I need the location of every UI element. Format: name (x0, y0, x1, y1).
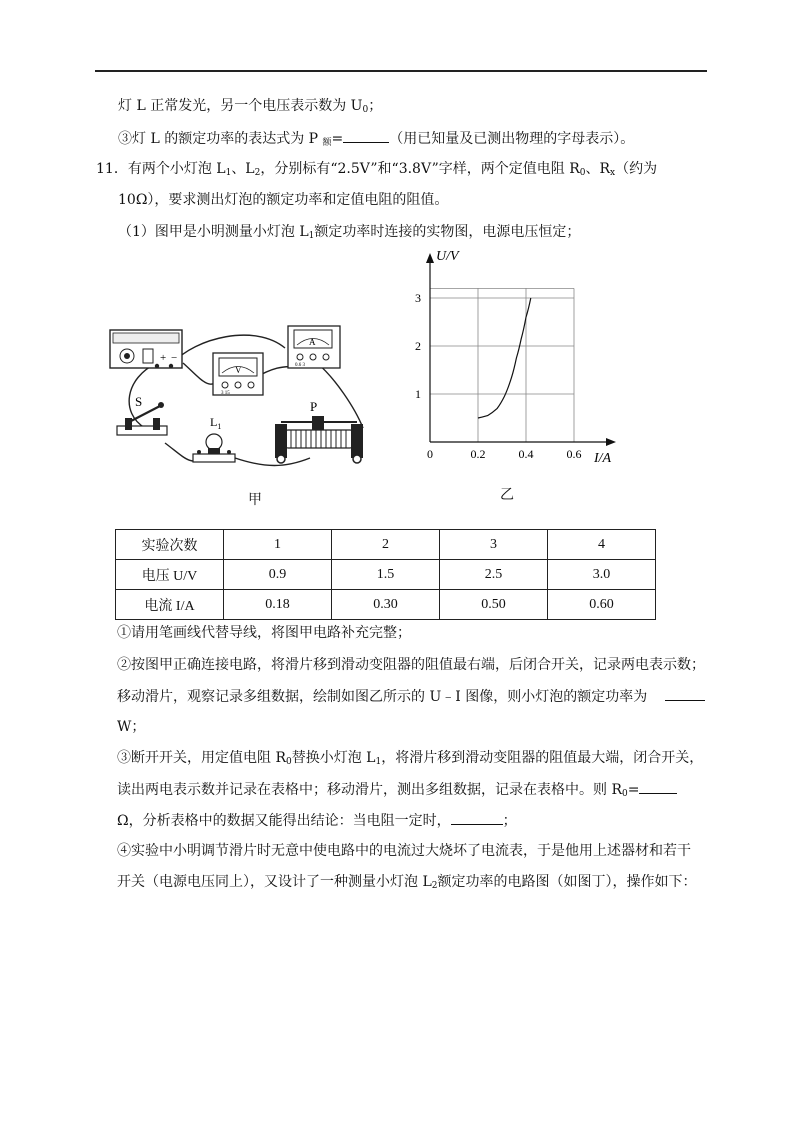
subscript: 0 (362, 105, 369, 115)
text-span: 读出两电表示数并记录在表格中；移动滑片，测出多组数据，记录在表格中。则 R (117, 782, 622, 798)
text-span: 灯 L 正常发光，另一个电压表示数为 U (118, 98, 363, 114)
question-4-line-b (117, 872, 696, 896)
text-span: 额定功率的电路图（如图丁），操作如下： (437, 874, 697, 890)
figure-jia-caption: 甲 (248, 492, 262, 508)
switch (117, 394, 167, 435)
text-span: 有两个小灯泡 L (127, 161, 226, 177)
subscript: 2 (254, 168, 261, 178)
text-span: 、L (231, 161, 255, 177)
question-3-line-a (117, 748, 703, 772)
answer-blank[interactable] (665, 686, 705, 701)
data-table (115, 529, 656, 620)
table-cell: 0.30 (332, 590, 440, 620)
table-header-row (116, 530, 656, 560)
table-cell: 3 (440, 530, 548, 560)
subscript: 1 (225, 168, 232, 178)
y-axis-label: U/V (436, 249, 459, 264)
y-tick-label: 3 (415, 291, 421, 305)
text-span: = (331, 131, 344, 147)
text-span: ③灯 L 的额定功率的表达式为 P (118, 131, 323, 147)
u-i-graph (400, 242, 630, 467)
text-span: 替换小灯泡 L (291, 750, 376, 766)
x-axis-label: I/A (594, 451, 612, 466)
question-1: ①请用笔画线代替导线，将图甲电路补充完整； (117, 625, 411, 641)
text-line-1 (118, 96, 382, 120)
question-3-line-c (117, 810, 517, 831)
subscript: 2 (431, 881, 438, 891)
x-tick-label: 0.2 (470, 447, 486, 461)
table-cell: 1.5 (332, 560, 440, 590)
voltmeter-scale-label: 3 15 (221, 391, 230, 396)
text-span: （1）图甲是小明测量小灯泡 L (118, 224, 309, 240)
table-cell: 电压 U/V (116, 560, 224, 590)
lamp-l1 (193, 415, 235, 462)
x-tick-label: 0 (427, 447, 433, 461)
text-span: = (627, 782, 640, 798)
question-2-line-a: ②按图甲正确连接电路，将滑片移到滑动变阻器的阻值最右端，后闭合开关，记录两电表示数； (117, 657, 705, 673)
text-span: ； (502, 813, 517, 829)
table-cell: 1 (224, 530, 332, 560)
figure-yi-caption: 乙 (500, 487, 514, 503)
question-2-line-c: W； (117, 719, 146, 735)
text-span: 移动滑片，观察记录多组数据，绘制如图乙所示的 U﹣I 图像，则小灯泡的额定功率为 (117, 689, 648, 705)
answer-blank[interactable] (343, 128, 389, 143)
slider-label: P (310, 399, 318, 414)
y-tick-label: 1 (415, 387, 421, 401)
text-line-2 (118, 128, 634, 153)
lamp-label: $L_1$ (210, 415, 222, 431)
subscript: 1 (308, 231, 315, 241)
sliding-rheostat (275, 399, 363, 463)
table-cell: 0.18 (224, 590, 332, 620)
subscript: 0 (286, 757, 292, 767)
table-cell: 电流 I/A (116, 590, 224, 620)
voltmeter-label: V (235, 365, 242, 375)
ammeter-scale-label: 0.6 3 (295, 363, 305, 368)
table-cell: 实验次数 (116, 530, 224, 560)
table-cell: 3.0 (548, 560, 656, 590)
ammeter (288, 326, 340, 368)
u-i-curve (478, 298, 531, 418)
header-rule (95, 70, 707, 72)
power-minus-label: − (171, 352, 178, 364)
y-axis-arrow (426, 253, 434, 263)
text-span: Ω，分析表格中的数据又能得出结论：当电阻一定时， (117, 813, 451, 829)
subscript: 额 (322, 138, 332, 148)
answer-blank[interactable] (639, 779, 677, 794)
text-span: 额定功率时连接的实物图，电源电压恒定； (314, 224, 581, 240)
table-row (116, 560, 656, 590)
table-cell: 0.60 (548, 590, 656, 620)
power-supply (110, 330, 182, 368)
y-tick-label: 2 (415, 339, 421, 353)
text-span: （用已知量及已测出物理的字母表示）。 (389, 131, 635, 147)
x-tick-label: 0.6 (566, 447, 582, 461)
subscript: x (610, 168, 616, 178)
question-number: 11． (96, 161, 128, 177)
x-axis-arrow (606, 438, 616, 446)
question-4-line-a: ④实验中小明调节滑片时无意中使电路中的电流过大烧坏了电流表，于是他用上述器材和若干 (117, 843, 691, 859)
text-span: ，将滑片移到滑动变阻器的阻值最大端，闭合开关， (381, 750, 704, 766)
table-cell: 0.9 (224, 560, 332, 590)
subscript: 1 (375, 757, 382, 767)
question-11-line (96, 159, 657, 183)
text-span: ； (368, 98, 383, 114)
voltmeter (213, 353, 263, 396)
subscript: 0 (622, 789, 628, 799)
table-cell: 4 (548, 530, 656, 560)
text-span: 、R (585, 161, 611, 177)
text-span: （约为 (615, 161, 658, 177)
text-span: ③断开开关，用定值电阻 R (117, 750, 286, 766)
power-plus-label: + (160, 352, 167, 364)
table-cell: 2 (332, 530, 440, 560)
question-2-line-b (117, 686, 705, 707)
table-row (116, 590, 656, 620)
subscript: 0 (579, 168, 586, 178)
ammeter-label: A (309, 337, 316, 347)
text-span: 开关（电源电压同上），又设计了一种测量小灯泡 L (117, 874, 432, 890)
text-span: ，分别标有“2.5V”和“3.8V”字样，两个定值电阻 R (260, 161, 580, 177)
switch-label: S (135, 394, 143, 409)
question-3-line-b (117, 779, 677, 804)
answer-blank[interactable] (451, 810, 503, 825)
text-line-4: 10Ω），要求测出灯泡的额定功率和定值电阻的阻值。 (118, 192, 449, 208)
x-tick-label: 0.4 (518, 447, 534, 461)
circuit-apparatus-figure (105, 318, 395, 478)
table-cell: 2.5 (440, 560, 548, 590)
table-cell: 0.50 (440, 590, 548, 620)
